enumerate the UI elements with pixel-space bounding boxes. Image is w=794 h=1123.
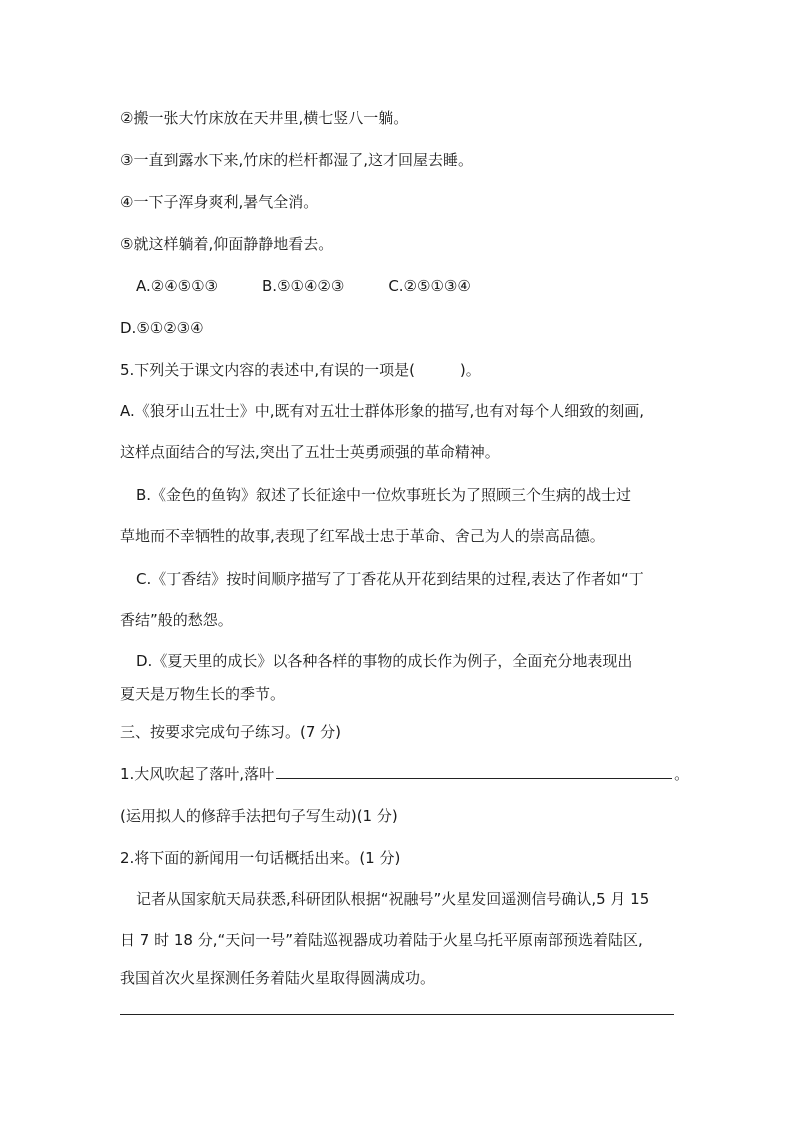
q2-answer-line[interactable] [120,1014,674,1015]
news-line-3: 我国首次火星探测任务着陆火星取得圆满成功。 [120,969,436,987]
order-item-3: ③一直到露水下来,竹床的栏杆都湿了,这才回屋去睡。 [120,151,473,169]
option-c[interactable]: C.②⑤①③④ [388,277,471,295]
option-a[interactable]: A.②④⑤①③ [136,277,219,295]
q5-option-c-line2: 香结”般的愁怨。 [120,611,233,629]
q5-stem: 5.下列关于课文内容的表述中,有误的一项是( )。 [120,361,481,379]
q1-prefix: 1.大风吹起了落叶,落叶 [120,765,275,783]
order-item-2: ②搬一张大竹床放在天井里,横七竖八一躺。 [120,109,409,127]
q1-note: (运用拟人的修辞手法把句子写生动)(1 分) [120,807,398,825]
q5-option-a-line2: 这样点面结合的写法,突出了五壮士英勇顽强的革命精神。 [120,443,500,461]
q5-option-d-line1[interactable]: D.《夏天里的成长》以各种各样的事物的成长作为例子，全面充分地表现出 [136,652,633,670]
news-line-2: 日 7 时 18 分,“天问一号”着陆巡视器成功着陆于火星乌托平原南部预选着陆区, [120,931,643,949]
order-item-5: ⑤就这样躺着,仰面静静地看去。 [120,235,334,253]
q2-stem: 2.将下面的新闻用一句话概括出来。(1 分) [120,849,401,867]
q1-suffix: 。 [674,765,690,783]
q5-option-b-line2: 草地而不幸牺牲的故事,表现了红军战士忠于革命、舍己为人的崇高品德。 [120,527,605,545]
q1-line [120,764,689,784]
q5-option-c-line1[interactable]: C.《丁香结》按时间顺序描写了丁香花从开花到结果的过程,表达了作者如“丁 [136,570,644,588]
q5-option-b-line1[interactable]: B.《金色的鱼钩》叙述了长征途中一位炊事班长为了照顾三个生病的战士过 [136,486,632,504]
q1-answer-blank[interactable] [276,764,672,779]
option-d[interactable]: D.⑤①②③④ [120,319,204,337]
q5-option-a-line1[interactable]: A.《狼牙山五壮士》中,既有对五壮士群体形象的描写,也有对每个人细致的刻画, [120,402,645,420]
option-b[interactable]: B.⑤①④②③ [262,277,345,295]
order-options-row [136,276,471,296]
section3-title: 三、按要求完成句子练习。(7 分) [120,723,342,741]
order-item-4: ④一下子浑身爽利,暑气全消。 [120,193,319,211]
q5-option-d-line2: 夏天是万物生长的季节。 [120,685,286,703]
news-line-1: 记者从国家航天局获悉,科研团队根据“祝融号”火星发回遥测信号确认,5 月 15 [136,890,650,908]
